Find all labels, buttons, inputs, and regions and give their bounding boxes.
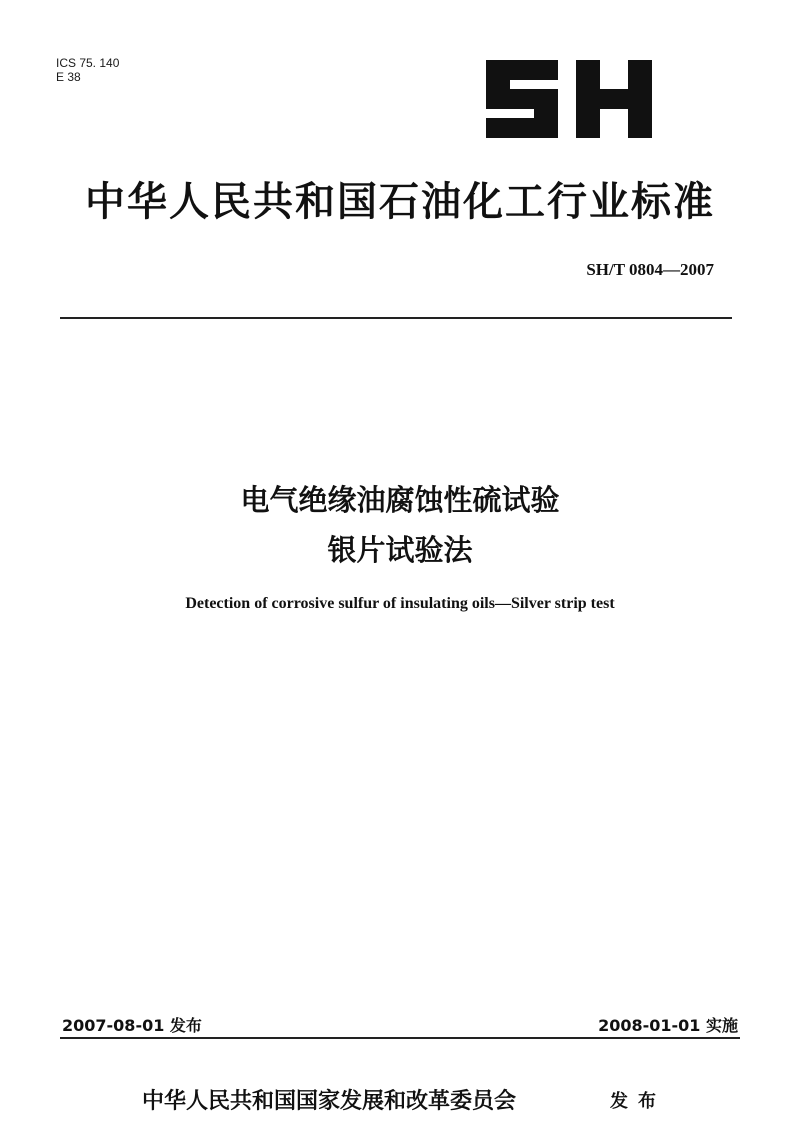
issue-date: 2007-08-01 发布 xyxy=(62,1016,202,1035)
header-divider xyxy=(60,317,732,319)
classification-codes xyxy=(56,56,119,84)
effective-date: 2008-01-01 实施 xyxy=(598,1016,738,1035)
publish-label: 发布 xyxy=(610,1091,666,1112)
document-title-english: Detection of corrosive sulfur of insulating oils—Silver strip test xyxy=(185,595,615,612)
logo-letter-s xyxy=(486,60,558,138)
sh-logo xyxy=(484,58,654,140)
standard-title: 中华人民共和国石油化工行业标准 xyxy=(85,179,715,225)
standard-code: SH/T 0804—2007 xyxy=(586,260,714,279)
document-title-line1: 电气绝缘油腐蚀性硫试验 xyxy=(240,483,560,517)
document-title-line2: 银片试验法 xyxy=(327,533,473,567)
footer-divider xyxy=(60,1037,740,1039)
logo-letter-h xyxy=(576,60,652,138)
ics-code: ICS 75. 140 xyxy=(56,56,120,70)
ccs-code: E 38 xyxy=(56,70,81,84)
publisher-name: 中华人民共和国国家发展和改革委员会 xyxy=(142,1089,517,1114)
